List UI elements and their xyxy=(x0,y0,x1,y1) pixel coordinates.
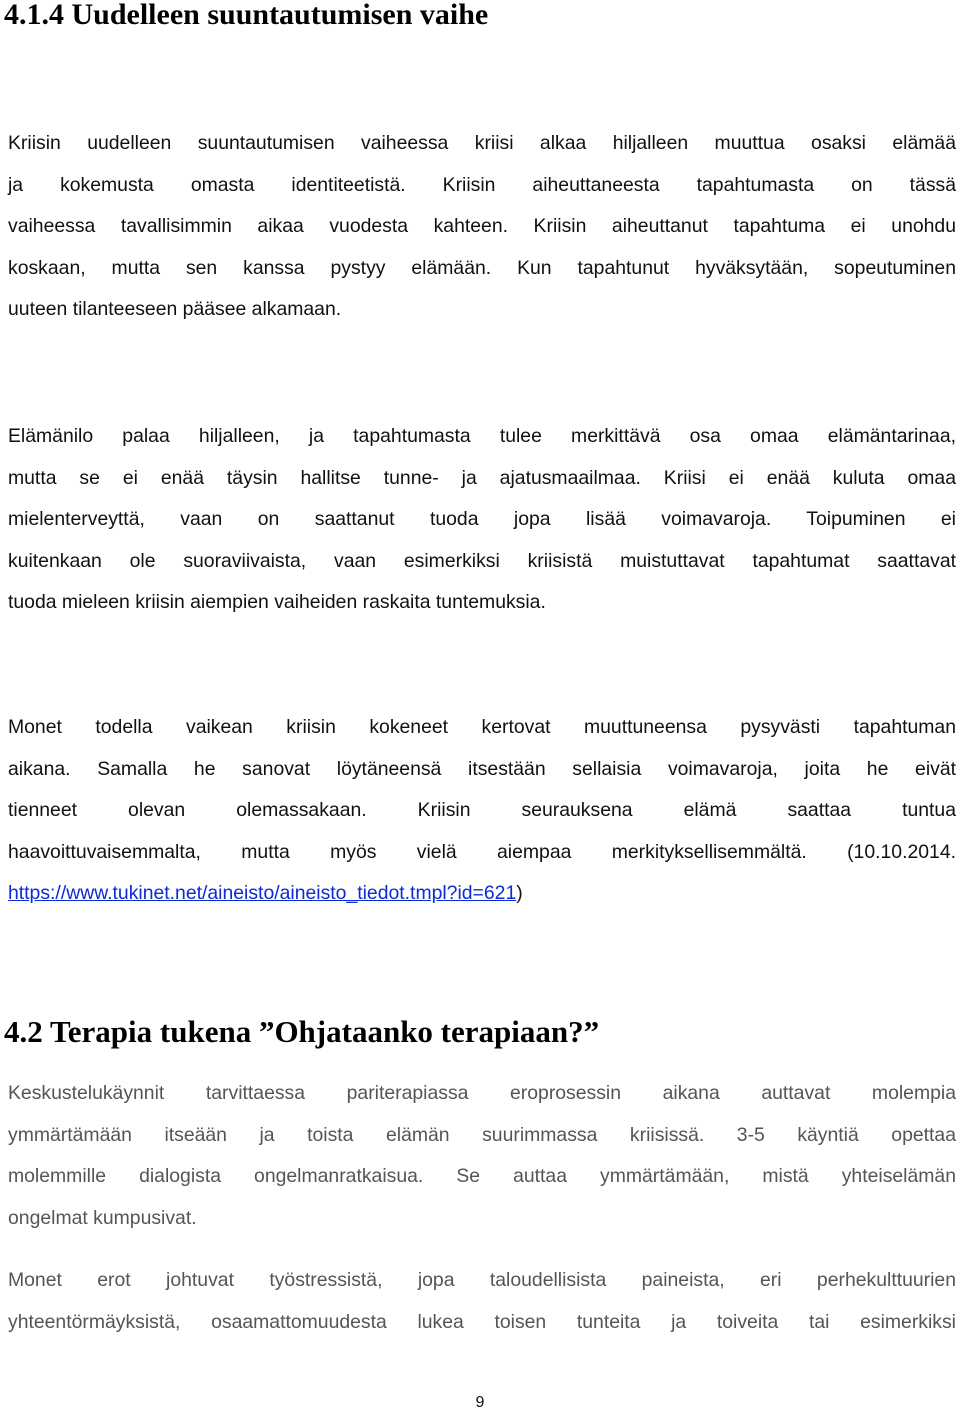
page-number: 9 xyxy=(475,1394,485,1411)
paragraph-line: mutta se ei enää täysin hallitse tunne- ja ajatusmaailmaa. Kriisi ei enää kuluta omaa xyxy=(8,466,956,489)
paragraph-line: aikana. Samalla he sanovat löytäneensä itsestään sellaisia voimavaroja, joita he eivät xyxy=(8,757,956,780)
paragraph-line: tienneet olevan olemassakaan. Kriisin seurauksena elämä saattaa tuntua xyxy=(8,799,956,821)
paragraph-line: ongelmat kumpusivat. xyxy=(8,1206,197,1229)
paragraph-line: Keskustelukäynnit tarvittaessa pariterapiassa eroprosessin aikana auttavat molempia xyxy=(8,1082,956,1104)
paragraph-line: Monet erot johtuvat työstressistä, jopa taloudellisista paineista, eri perhekulttuurien xyxy=(8,1269,956,1291)
paragraph-divorce-causes xyxy=(8,1260,956,1343)
paragraph-line: Elämänilo palaa hiljalleen, ja tapahtumasta tulee merkittävä osa omaa elämäntarinaa, xyxy=(8,425,956,447)
paragraph-line: kuitenkaan ole suoraviivaista, vaan esimerkiksi kriisistä muistuttavat tapahtumat saattavat xyxy=(8,549,956,572)
link-suffix: ) xyxy=(516,882,523,904)
paragraph-line: uuteen tilanteeseen pääsee alkamaan. xyxy=(8,298,342,320)
paragraph-line: Kriisin uudelleen suuntautumisen vaiheessa kriisi alkaa hiljalleen muuttua osaksi elämää xyxy=(8,132,956,154)
paragraph-line: molemmille dialogista ongelmanratkaisua. Se auttaa ymmärtämään, mistä yhteiselämän xyxy=(8,1165,956,1187)
paragraph-line: haavoittuvaisemmalta, mutta myös vielä aiempaa merkityksellisemmältä. (10.10.2014. xyxy=(8,840,956,863)
paragraph-line: vaiheessa tavallisimmin aikaa vuodesta kahteen. Kriisin aiheuttanut tapahtuma ei unohdu xyxy=(8,215,956,237)
paragraph-line: koskaan, mutta sen kanssa pystyy elämään. Kun tapahtunut hyväksytään, sopeutuminen xyxy=(8,256,956,279)
paragraph-joy-of-life xyxy=(8,416,956,624)
paragraph-couples-therapy xyxy=(8,1073,956,1239)
subsection-heading: 4.2 Terapia tukena ”Ohjataanko terapiaan?” xyxy=(4,1014,600,1049)
paragraph-line xyxy=(8,873,956,915)
source-link[interactable]: https://www.tukinet.net/aineisto/aineisto_tiedot.tmpl?id=621 xyxy=(8,882,517,904)
paragraph-reorientation-phase xyxy=(8,123,956,331)
paragraph-line: Monet todella vaikean kriisin kokeneet kertovat muuttuneensa pysyvästi tapahtuman xyxy=(8,716,956,738)
paragraph-line: yhteentörmäyksistä, osaamattomuudesta lukea toisen tunteita ja toiveita tai esimerkiksi xyxy=(8,1310,956,1333)
paragraph-line: mielenterveyttä, vaan on saattanut tuoda jopa lisää voimavaroja. Toipuminen ei xyxy=(8,508,956,530)
paragraph-line: tuoda mieleen kriisin aiempien vaiheiden raskaita tuntemuksia. xyxy=(8,591,546,613)
paragraph-line: ymmärtämään itseään ja toista elämän suurimmassa kriisissä. 3-5 käyntiä opettaa xyxy=(8,1123,956,1146)
paragraph-changed-permanently xyxy=(8,707,956,915)
paragraph-line: ja kokemusta omasta identiteetistä. Kriisin aiheuttaneesta tapahtumasta on tässä xyxy=(8,173,956,196)
section-heading: 4.1.4 Uudelleen suuntautumisen vaihe xyxy=(4,0,489,31)
